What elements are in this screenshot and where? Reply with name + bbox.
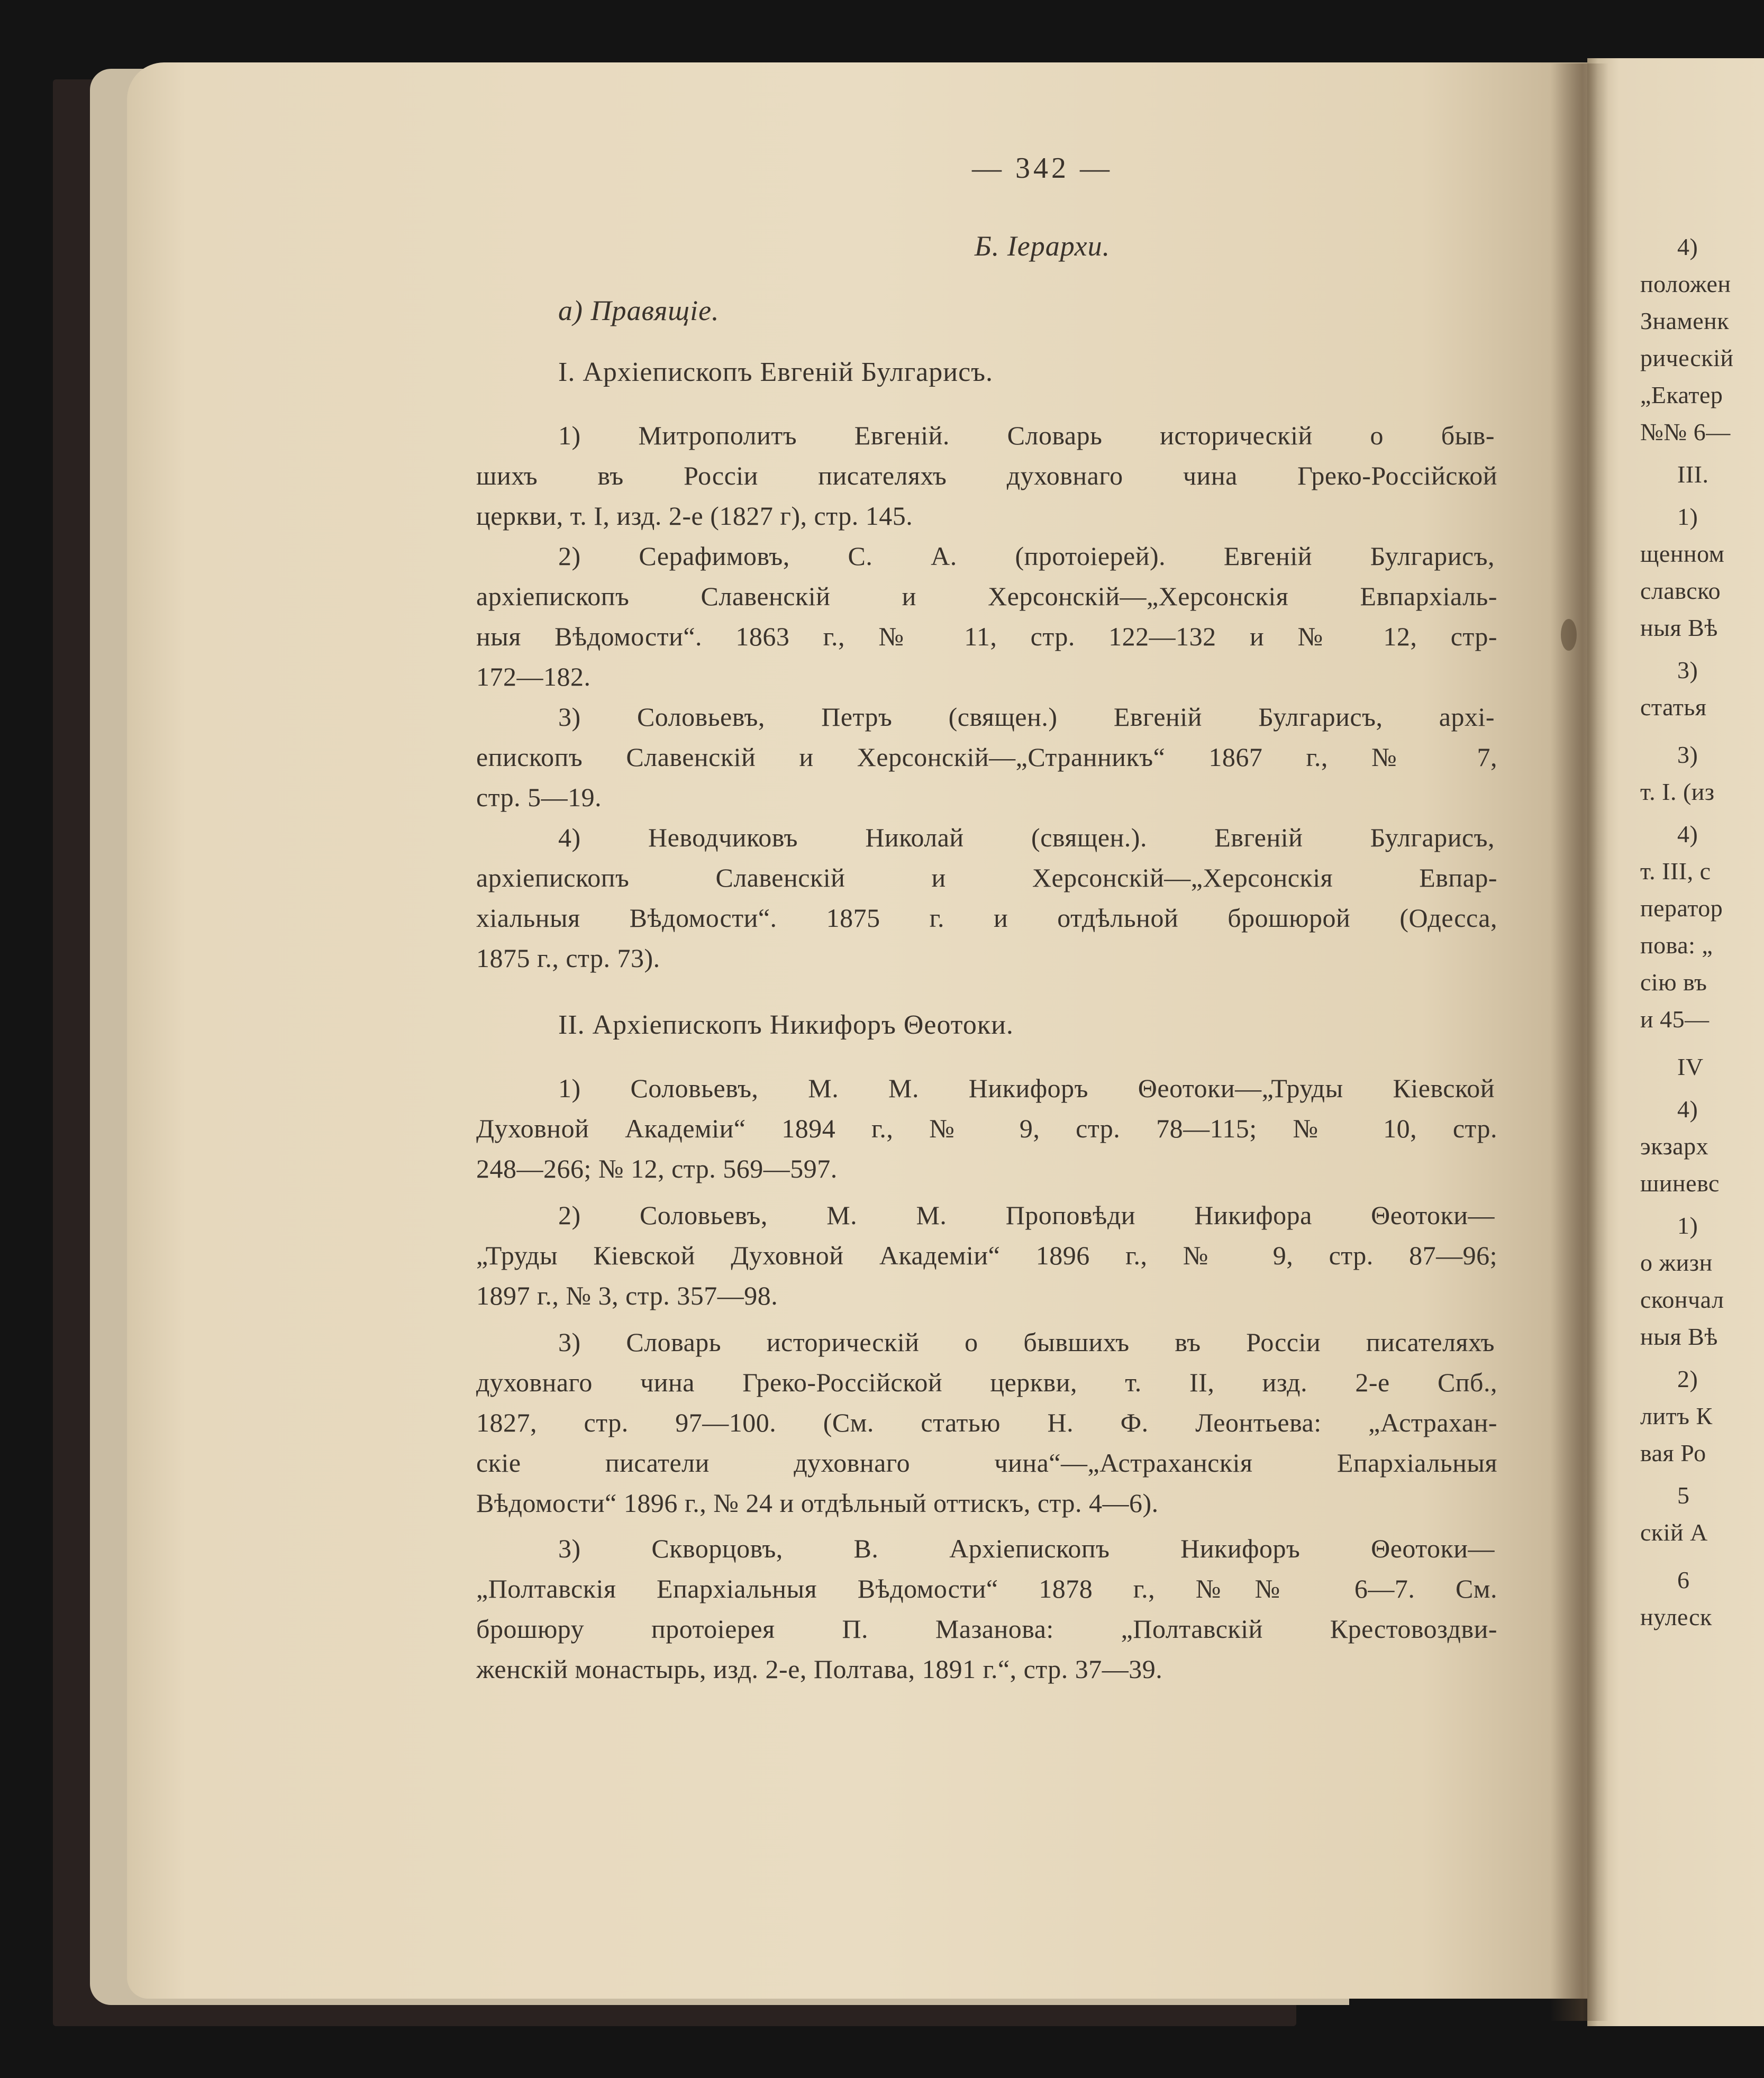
text-line: 172—182.	[476, 662, 591, 691]
page-number: — 342 —	[972, 152, 1113, 185]
text-line: 4)	[1677, 821, 1698, 847]
text-line: т. III, с	[1640, 858, 1711, 885]
text-line: 1875 г., стр. 73).	[476, 943, 660, 973]
text-line: брошюру протоіерея П. Мазанова: „Полтавскій Крестовоздви-	[476, 1614, 1497, 1644]
text-line: о жизн	[1640, 1249, 1713, 1276]
text-line: 248—266; № 12, стр. 569—597.	[476, 1154, 838, 1183]
text-line: церкви, т. I, изд. 2-е (1827 г), стр. 145.	[476, 501, 913, 531]
text-line: архіепископъ Славенскій и Херсонскій—„Херсонскія Евпар-	[476, 863, 1497, 892]
text-line: духовнаго чина Греко-Россійской церкви, т. II, изд. 2-е Спб.,	[476, 1368, 1497, 1397]
text-line: ператор	[1640, 895, 1723, 922]
text-line: III.	[1677, 461, 1709, 488]
text-line: Знаменк	[1640, 307, 1730, 334]
text-line: ныя Вѣ	[1640, 614, 1718, 641]
text-line: IV	[1677, 1053, 1704, 1080]
text-line: „Екатер	[1640, 381, 1723, 408]
text-line: щенном	[1640, 540, 1725, 567]
text-line: хіальныя Вѣдомости“. 1875 г. и отдѣльной брошюрой (Одесса,	[476, 903, 1497, 933]
text-line: Духовной Академіи“ 1894 г., № 9, стр. 78—115; № 10, стр.	[476, 1114, 1497, 1143]
text-line: „Полтавскія Епархіальныя Вѣдомости“ 1878 г., №№ 6—7. См.	[476, 1574, 1497, 1603]
text-line: 1)	[1677, 1212, 1698, 1239]
text-line: славско	[1640, 577, 1721, 604]
text-line: 1)	[1677, 503, 1698, 530]
heading-bulgaris: I. Архіепископъ Евгеній Булгарисъ.	[558, 357, 994, 387]
text-line: и 45—	[1640, 1006, 1710, 1033]
text-line: 3) Скворцовъ, В. Архіепископъ Никифоръ Θеотоки—	[558, 1534, 1495, 1563]
text-line: 3)	[1677, 741, 1698, 768]
text-line: „Труды Кіевской Духовной Академіи“ 1896 г., № 9, стр. 87—96;	[476, 1241, 1497, 1270]
text-line: положен	[1640, 270, 1731, 297]
text-line: ныя Вѣ	[1640, 1323, 1718, 1350]
text-line: литъ К	[1640, 1402, 1713, 1429]
text-line: вая Ро	[1640, 1439, 1706, 1466]
text-line: 1897 г., № 3, стр. 357—98.	[476, 1281, 778, 1310]
text-line: скончал	[1640, 1286, 1724, 1313]
text-line: шихъ въ Россіи писателяхъ духовнаго чина Греко-Россійской	[476, 461, 1497, 490]
text-line: 3) Соловьевъ, Петръ (священ.) Евгеній Булгарисъ, архі-	[558, 702, 1495, 732]
text-line: 2) Соловьевъ, М. М. Проповѣди Никифора Θеотоки—	[558, 1200, 1495, 1230]
right-page	[1587, 58, 1764, 2026]
text-line: Вѣдомости“ 1896 г., № 24 и отдѣльный оттискъ, стр. 4—6).	[476, 1488, 1159, 1518]
text-line: №№ 6—	[1640, 418, 1731, 445]
subsection-title: а) Правящіе.	[558, 295, 720, 326]
text-line: 4)	[1677, 1096, 1698, 1123]
text-line: ныя Вѣдомости“. 1863 г., № 11, стр. 122—132 и № 12, стр-	[476, 622, 1497, 651]
text-line: нулеск	[1640, 1603, 1712, 1630]
text-line: 4) Неводчиковъ Николай (священ.). Евгеній Булгарисъ,	[558, 823, 1495, 852]
text-line: экзарх	[1640, 1133, 1709, 1160]
text-line: статья	[1640, 694, 1707, 721]
text-line: пова: „	[1640, 932, 1713, 959]
text-line: 2) Серафимовъ, С. А. (протоіерей). Евгеній Булгарисъ,	[558, 541, 1495, 571]
text-line: скій А	[1640, 1519, 1708, 1546]
text-line: архіепископъ Славенскій и Херсонскій—„Херсонскія Евпархіаль-	[476, 581, 1497, 611]
page-gutter	[1550, 63, 1608, 2021]
text-line: 3)	[1677, 657, 1698, 683]
text-line: рическій	[1640, 344, 1734, 371]
text-line: скіе писатели духовнаго чина“—„Астраханскія Епархіальныя	[476, 1448, 1497, 1478]
text-line: 1) Соловьевъ, М. М. Никифоръ Θеотоки—„Труды Кіевской	[558, 1073, 1495, 1103]
left-page	[127, 62, 1598, 1999]
text-line: 1827, стр. 97—100. (См. статью Н. Ф. Леонтьева: „Астрахан-	[476, 1408, 1497, 1437]
heading-theotokis: II. Архіепископъ Никифоръ Θеотоки.	[558, 1010, 1014, 1040]
text-line: т. I. (из	[1640, 778, 1715, 805]
text-line: шиневс	[1640, 1170, 1720, 1197]
text-line: стр. 5—19.	[476, 782, 602, 812]
text-line: епископъ Славенскій и Херсонскій—„Странникъ“ 1867 г., № 7,	[476, 742, 1497, 772]
text-line: сію въ	[1640, 969, 1707, 996]
text-line: женскій монастырь, изд. 2-е, Полтава, 1891 г.“, стр. 37—39.	[476, 1654, 1163, 1684]
text-line: 1) Митрополитъ Евгеній. Словарь историческій о быв-	[558, 421, 1495, 450]
text-line: 2)	[1677, 1365, 1698, 1392]
text-line: 4)	[1677, 233, 1698, 260]
text-line: 5	[1677, 1482, 1690, 1509]
section-title: Б. Іерархи.	[974, 230, 1111, 262]
text-line: 6	[1677, 1566, 1690, 1593]
text-line: 3) Словарь историческій о бывшихъ въ Россіи писателяхъ	[558, 1327, 1495, 1357]
ink-smudge	[1561, 619, 1577, 651]
